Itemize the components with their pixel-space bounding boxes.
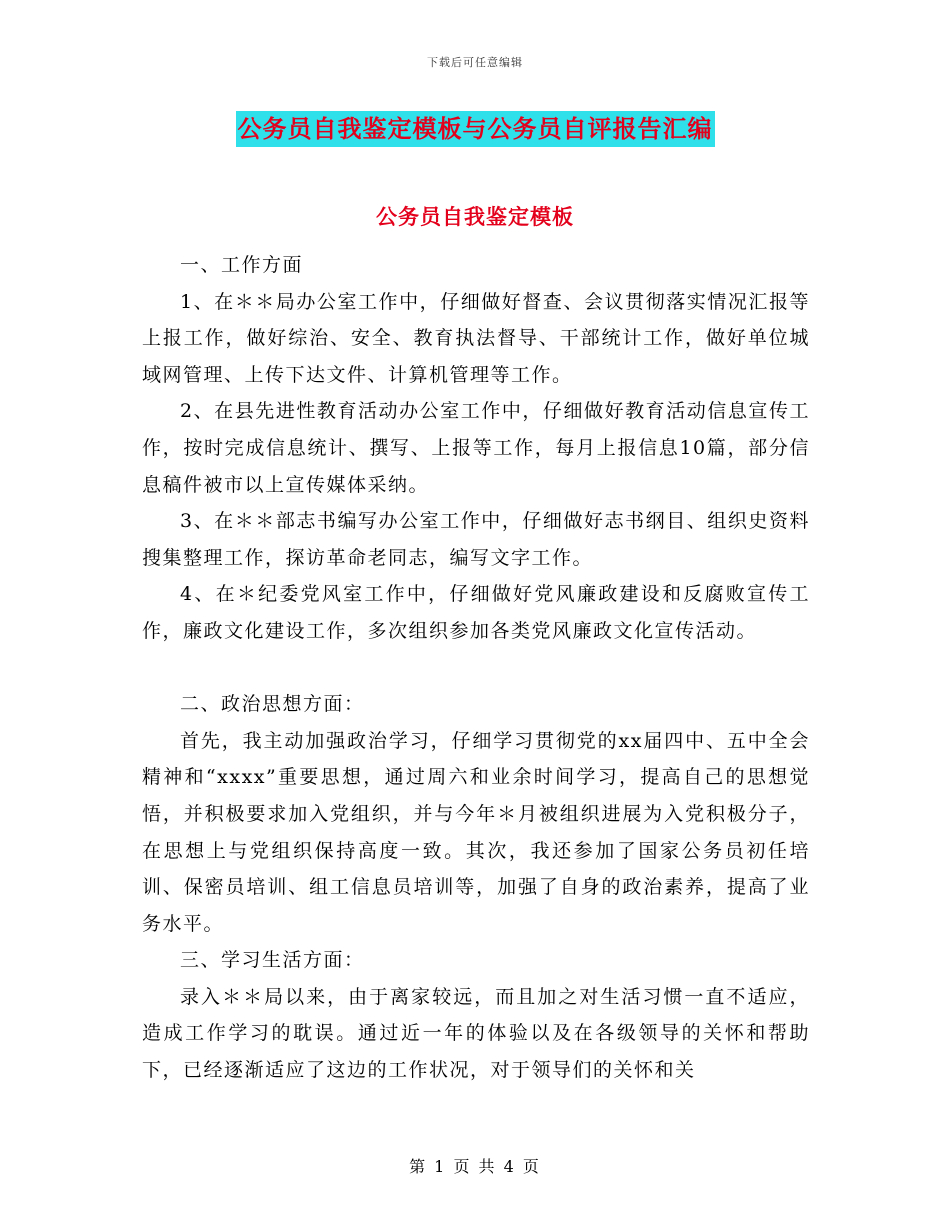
section-title: 公务员自我鉴定模板: [376, 204, 574, 229]
paragraph-politics: 首先，我主动加强政治学习，仔细学习贯彻党的xx届四中、五中全会精神和“xxxx”重要思想，通过周六和业余时间学习，提高自己的思想觉悟，并积极要求加入党组织，并与今年＊月被组织进展为入党积极分子，在思想上与党组织保持高度一致。其次，我还参加了国家公务员初任培训、保密员培训、组工信息员培训等，加强了自身的政治素养，提高了业务水平。: [142, 729, 810, 935]
paragraph-work-1: 1、在＊＊局办公室工作中，仔细做好督查、会议贯彻落实情况汇报等上报工作，做好综治、安全、教育执法督导、干部统计工作，做好单位城域网管理、上传下达文件、计算机管理等工作。: [142, 290, 810, 386]
heading-work: 一、工作方面: [180, 254, 304, 276]
main-title: 公务员自我鉴定模板与公务员自评报告汇编: [236, 111, 715, 147]
page-header-note: 下载后可任意编辑: [427, 56, 523, 69]
page-number-footer: 第 1 页 共 4 页: [409, 1157, 541, 1176]
heading-politics: 二、政治思想方面：: [180, 693, 365, 716]
paragraph-work-4: 4、在＊纪委党风室工作中，仔细做好党风廉政建设和反腐败宣传工作，廉政文化建设工作，多次组织参加各类党风廉政文化宣传活动。: [142, 583, 810, 642]
paragraph-work-3: 3、在＊＊部志书编写办公室工作中，仔细做好志书纲目、组织史资料搜集整理工作，探访革命老同志，编写文字工作。: [142, 510, 810, 569]
paragraph-study-life: 录入＊＊局以来，由于离家较远，而且加之对生活习惯一直不适应，造成工作学习的耽误。通过近一年的体验以及在各级领导的关怀和帮助下，已经逐渐适应了这边的工作状况，对于领导们的关怀和关: [142, 985, 810, 1082]
paragraph-work-2: 2、在县先进性教育活动办公室工作中，仔细做好教育活动信息宣传工作，按时完成信息统计、撰写、上报等工作，每月上报信息10篇，部分信息稿件被市以上宣传媒体采纳。: [142, 400, 810, 496]
main-title-container: [0, 111, 950, 147]
document-body: [142, 247, 810, 1089]
heading-study-life: 三、学习生活方面：: [180, 949, 365, 972]
